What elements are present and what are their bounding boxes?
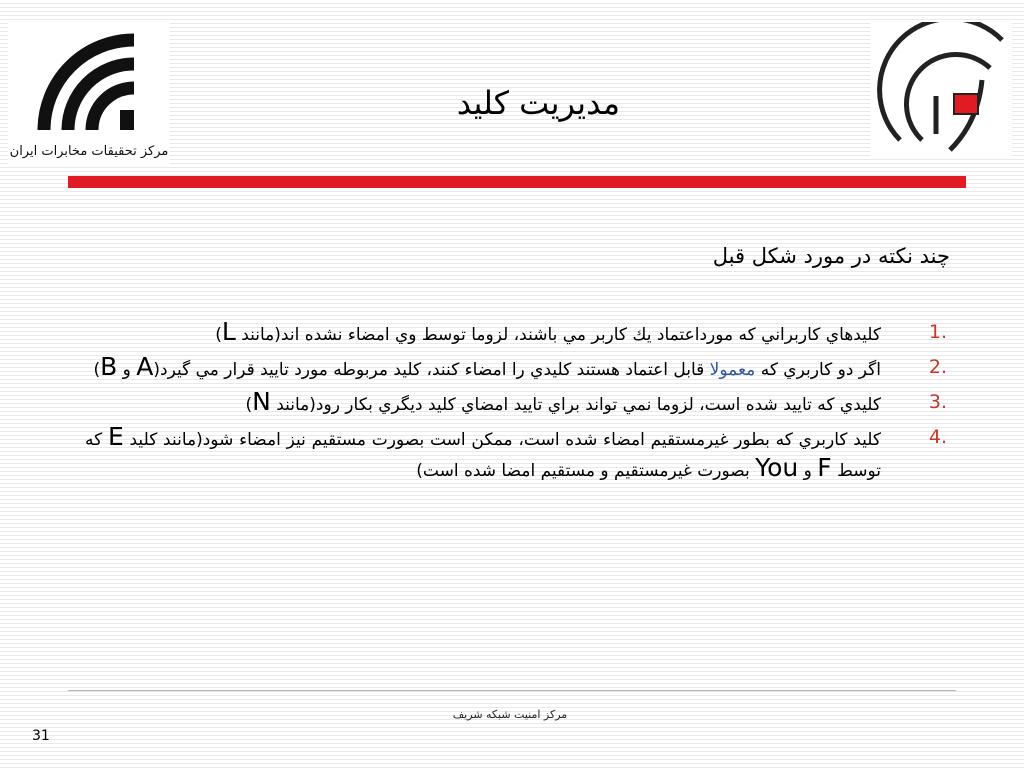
item-text-part: كليدهاي كاربراني كه مورداعتماد يك كاربر مي باشند، لزوما توسط وي امضاء نشده اند(مانند [235, 325, 881, 345]
item-text-part: و [117, 360, 137, 380]
item-text [85, 353, 881, 384]
item-text-part: بصورت غيرمستقيم و مستقيم امضا شده است) [416, 461, 756, 481]
list-item [85, 318, 955, 349]
list-item [85, 423, 955, 485]
page-number: 31 [32, 728, 50, 744]
wifi-arcs-icon [34, 30, 146, 140]
key-label: F [817, 453, 832, 482]
item-number: 4. [928, 426, 947, 448]
footer-text: مرکز امنیت شبکه شریف [452, 708, 568, 721]
item-text-part: ) [245, 395, 253, 415]
item-text-part: ) [215, 325, 222, 345]
item-number: 1. [928, 321, 947, 343]
item-text-part: كه توسط [85, 430, 881, 481]
item-number: 3. [928, 391, 947, 413]
item-text-part: و [798, 461, 818, 481]
highlighted-word: معمولا [709, 360, 756, 380]
item-text [85, 388, 881, 419]
page-title: مديريت كليد [456, 84, 620, 122]
footer-divider [68, 690, 956, 691]
item-text [85, 318, 881, 349]
slide-subtitle: چند نكته در مورد شكل قبل [712, 244, 950, 268]
security-center-icon [870, 22, 1012, 156]
item-number: 2. [928, 356, 947, 378]
key-label: B [100, 352, 118, 381]
left-logo [8, 22, 170, 166]
header-divider-bar [68, 176, 966, 188]
key-label: N [252, 387, 271, 416]
item-text-part: قابل اعتماد هستند كليدي را امضاء كنند، كليد مربوطه مورد تاييد قرار مي گيرد( [153, 360, 710, 380]
list-item [85, 353, 955, 384]
key-label: You [755, 453, 799, 482]
key-label: A [136, 352, 154, 381]
item-text-part: كليدي كه تاييد شده است، لزوما نمي تواند براي تاييد امضاي كليد ديگري بكار رود(مانند [270, 395, 881, 415]
key-label: L [221, 317, 236, 346]
key-label: E [107, 422, 124, 451]
left-logo-caption: مرکز تحقیقات مخابرات ایران [9, 144, 169, 159]
list-item [85, 388, 955, 419]
numbered-list [85, 318, 955, 489]
item-text-part: اگر دو كاربري كه [755, 360, 881, 380]
item-text-part: كليد كاربري كه بطور غيرمستقيم امضاء شده است، ممكن است بصورت مستقيم نيز امضاء شود(مانند كليد [123, 430, 881, 450]
right-logo [870, 22, 1012, 156]
item-text-part: ) [93, 360, 101, 380]
item-text [85, 423, 881, 485]
